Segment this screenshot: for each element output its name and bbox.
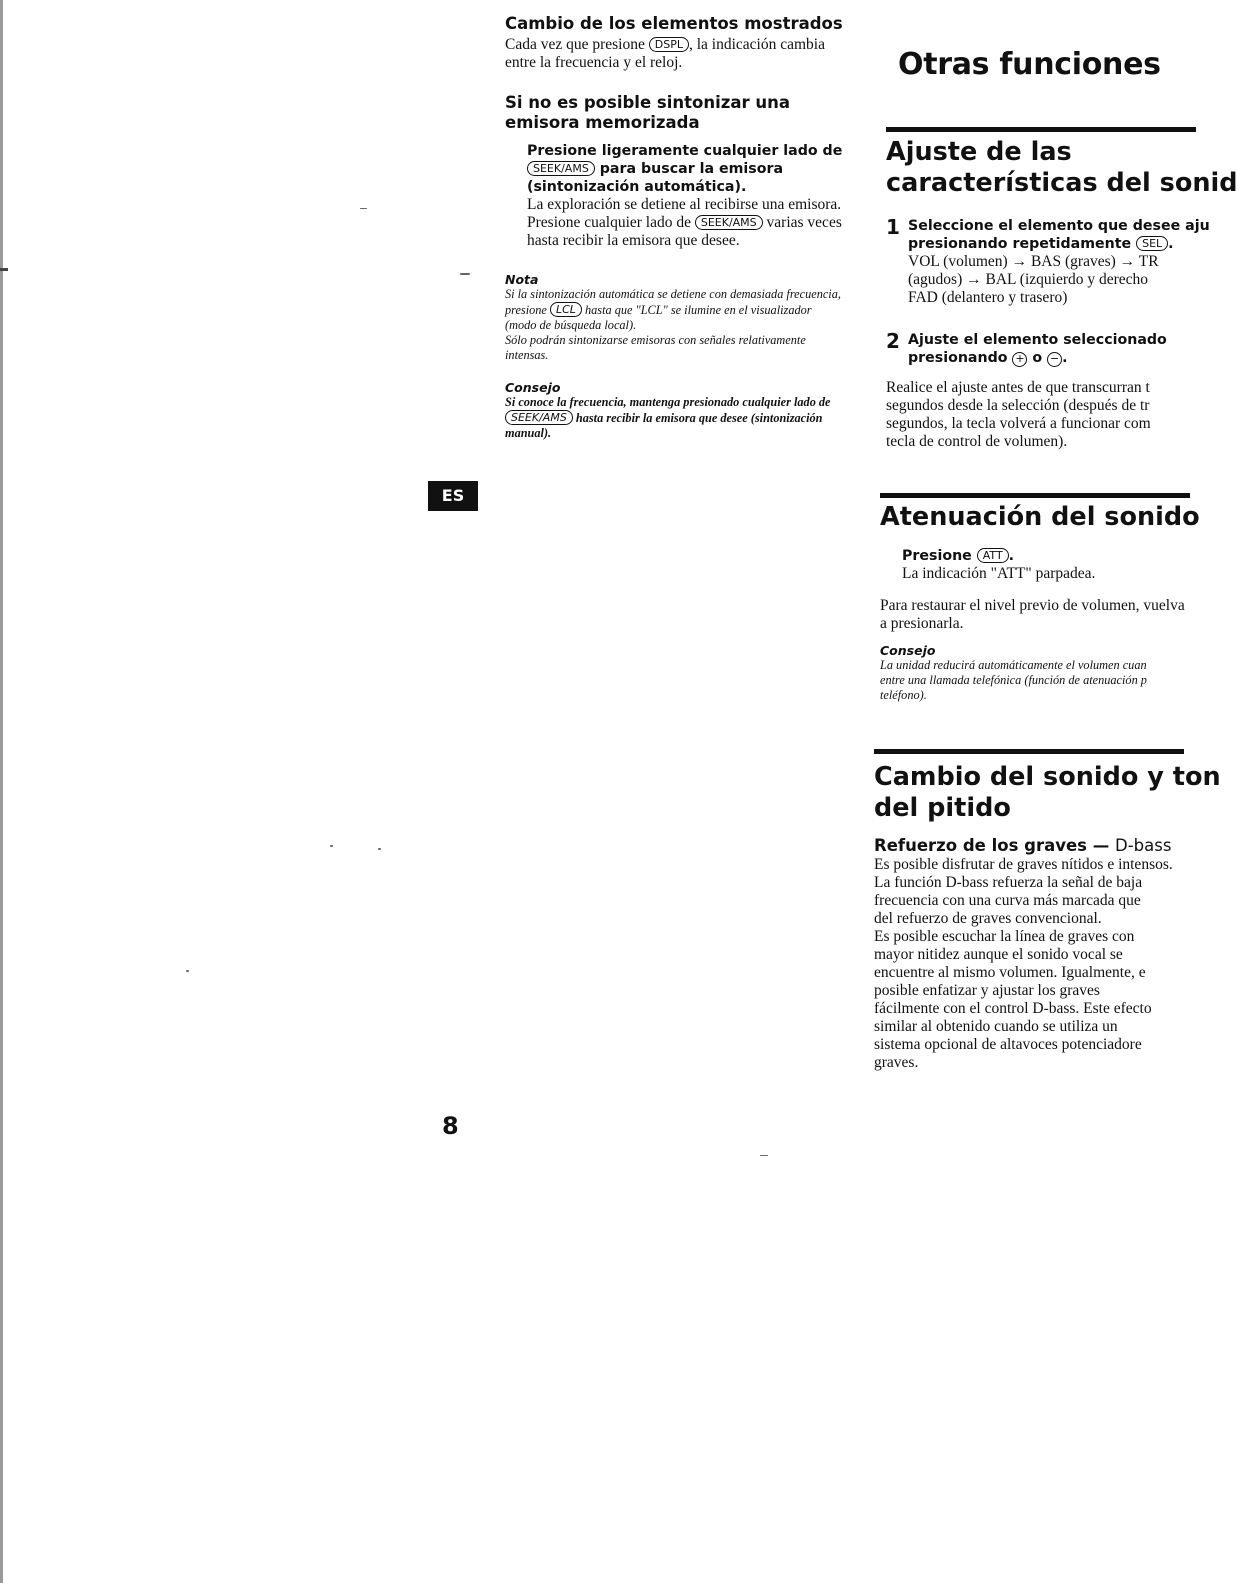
sel-key-icon: SEL [1136,236,1168,251]
plus-key-icon: + [1012,352,1027,367]
paragraph-3 [874,928,1190,1072]
text: . [1168,236,1174,252]
text: hasta recibir la emisora que desee (sintonización manual). [505,411,823,440]
scan-speck [378,848,381,850]
heading-display-change: Cambio de los elementos mostrados [505,14,843,33]
step-number: 1 [886,215,900,239]
seek-ams-key-icon: SEEK/AMS [695,215,763,230]
attenuation-body: La indicación "ATT" parpadea. [902,565,1096,582]
section-bar [874,749,1184,754]
section-title-line1: Ajuste de las [886,137,1072,167]
text-line: entre una llamada telefónica (función de atenuación p [880,673,1147,687]
text-line: tecla de control de volumen). [886,433,1068,450]
text-line: encuentre al mismo volumen. Igualmente, e [874,964,1146,981]
text: Si conoce la frecuencia, mantenga presionado cualquier lado de [505,395,831,409]
section-bar [880,493,1190,498]
text: D-bass [1114,836,1172,855]
text-line: La unidad reducirá automáticamente el volumen cuan [880,658,1147,672]
lcl-key-icon: LCL [550,302,582,317]
section-tuning-problem [505,93,845,250]
scan-speck [330,845,333,847]
paragraph-adjust-timeout [886,379,1190,451]
language-badge: ES [428,481,478,511]
text: . [1008,548,1015,564]
note-block [505,272,845,363]
step-1-instr: Seleccione el elemento que desee aju [908,218,1210,234]
right-column [870,47,1238,1168]
text: Presione ligeramente cualquier lado de [527,143,843,159]
text: hasta que "LCL" se ilumine en el visualizador (modo de búsqueda local). [505,303,812,332]
text-line: del refuerzo de graves convencional. [874,910,1102,927]
step-1-line: (agudos) → BAL (izquierdo y derecho [908,271,1149,288]
step-2-instr: Ajuste el elemento seleccionado [908,332,1167,348]
text: Cada vez que presione [505,36,645,53]
scan-speck [460,273,470,275]
tip-block [505,380,845,441]
text-line: graves. [874,1054,919,1071]
text: para buscar la emisora (sintonización automática). [527,161,784,195]
tip-title: Consejo [880,643,936,658]
step-2 [886,331,1190,367]
text: o [1032,350,1043,366]
seek-ams-key-icon: SEEK/AMS [505,410,573,425]
text-line: similar al obtenido cuando se utiliza un [874,1018,1118,1035]
text: varias veces hasta recibir la emisora que desee. [527,214,842,249]
text-line: sistema opcional de altavoces potenciadore [874,1036,1142,1053]
section-title-line2: del pitido [874,793,1011,823]
text: Si la sintonización automática se detiene con demasiada frecuencia, presione [505,287,841,317]
paragraph-seek [527,196,845,250]
text-line: Realice el ajuste antes de que transcurran t [886,379,1150,396]
text-line: posible enfatizar y ajustar los graves [874,982,1100,999]
paragraph-display-change [505,36,845,72]
section-sound-adjust [870,127,1238,451]
section-title-line2: características del sonid [886,168,1238,198]
text-line: mayor nitidez aunque el sonido vocal se [874,946,1123,963]
text: , la indicación cambia entre la frecuencia y el reloj. [505,36,825,71]
minus-key-icon: − [1047,352,1062,367]
tip-text [505,395,845,441]
section-title-line1: Cambio del sonido y ton [874,762,1221,792]
paragraph-2 [874,874,1190,928]
text: Presione [902,548,972,564]
page-edge [0,0,3,1583]
instruction-seek [527,142,845,196]
note-text-2: Sólo podrán sintonizarse emisoras con señales relativamente intensas. [505,333,806,362]
text-line: La función D-bass refuerza la señal de baja [874,874,1143,891]
tip-text [880,658,1190,703]
section-sound-tone [870,749,1221,1072]
text: presionando [908,350,1008,366]
step-2-instr-2 [908,349,1190,367]
scan-speck [186,970,189,972]
scan-speck [760,1155,768,1156]
note-title: Nota [505,272,539,287]
scan-speck [360,208,367,209]
dspl-key-icon: DSPL [649,37,689,52]
text-line: segundos, la tecla volverá a funcionar com [886,415,1151,432]
text-line: frecuencia con una curva más marcada que [874,892,1141,909]
step-1-line: VOL (volumen) → BAS (graves) → TR [908,253,1159,270]
left-column [505,14,845,441]
tip-title: Consejo [505,380,561,395]
text-line: fácilmente con el control D-bass. Este efecto [874,1000,1152,1017]
section-title: Atenuación del sonido [880,502,1200,532]
page-edge-mark [0,268,8,271]
paragraph-1: Es posible disfrutar de graves nítidos e intensos. [874,856,1173,873]
section-attenuation [870,493,1200,703]
text: La exploración se detiene al recibirse una emisora. Presione cualquier lado de [527,196,842,231]
section-bar [886,127,1196,132]
main-title: Otras funciones [898,47,1161,82]
attenuation-paragraph: Para restaurar el nivel previo de volumen, vuelva a presionarla. [880,597,1185,632]
text-line: Es posible escuchar la línea de graves con [874,928,1135,945]
text-line: teléfono). [880,688,927,702]
step-1-instr-2 [908,235,1190,253]
text: presionando repetidamente [908,236,1132,252]
page-number: 8 [442,1112,459,1140]
attenuation-instr [902,547,1190,565]
heading-tuning-problem: Si no es posible sintonizar una emisora memorizada [505,93,790,132]
subheading-dbass [874,836,1190,856]
att-key-icon: ATT [977,548,1009,563]
text: . [1062,350,1068,366]
step-1-line: FAD (delantero y trasero) [908,289,1068,306]
text: Refuerzo de los graves — [874,836,1115,855]
step-number: 2 [886,329,900,353]
section-display-change [505,14,845,72]
text-line: segundos desde la selección (después de tr [886,397,1150,414]
step-1 [886,215,1210,307]
seek-ams-key-icon: SEEK/AMS [527,161,595,176]
note-text [505,287,845,333]
